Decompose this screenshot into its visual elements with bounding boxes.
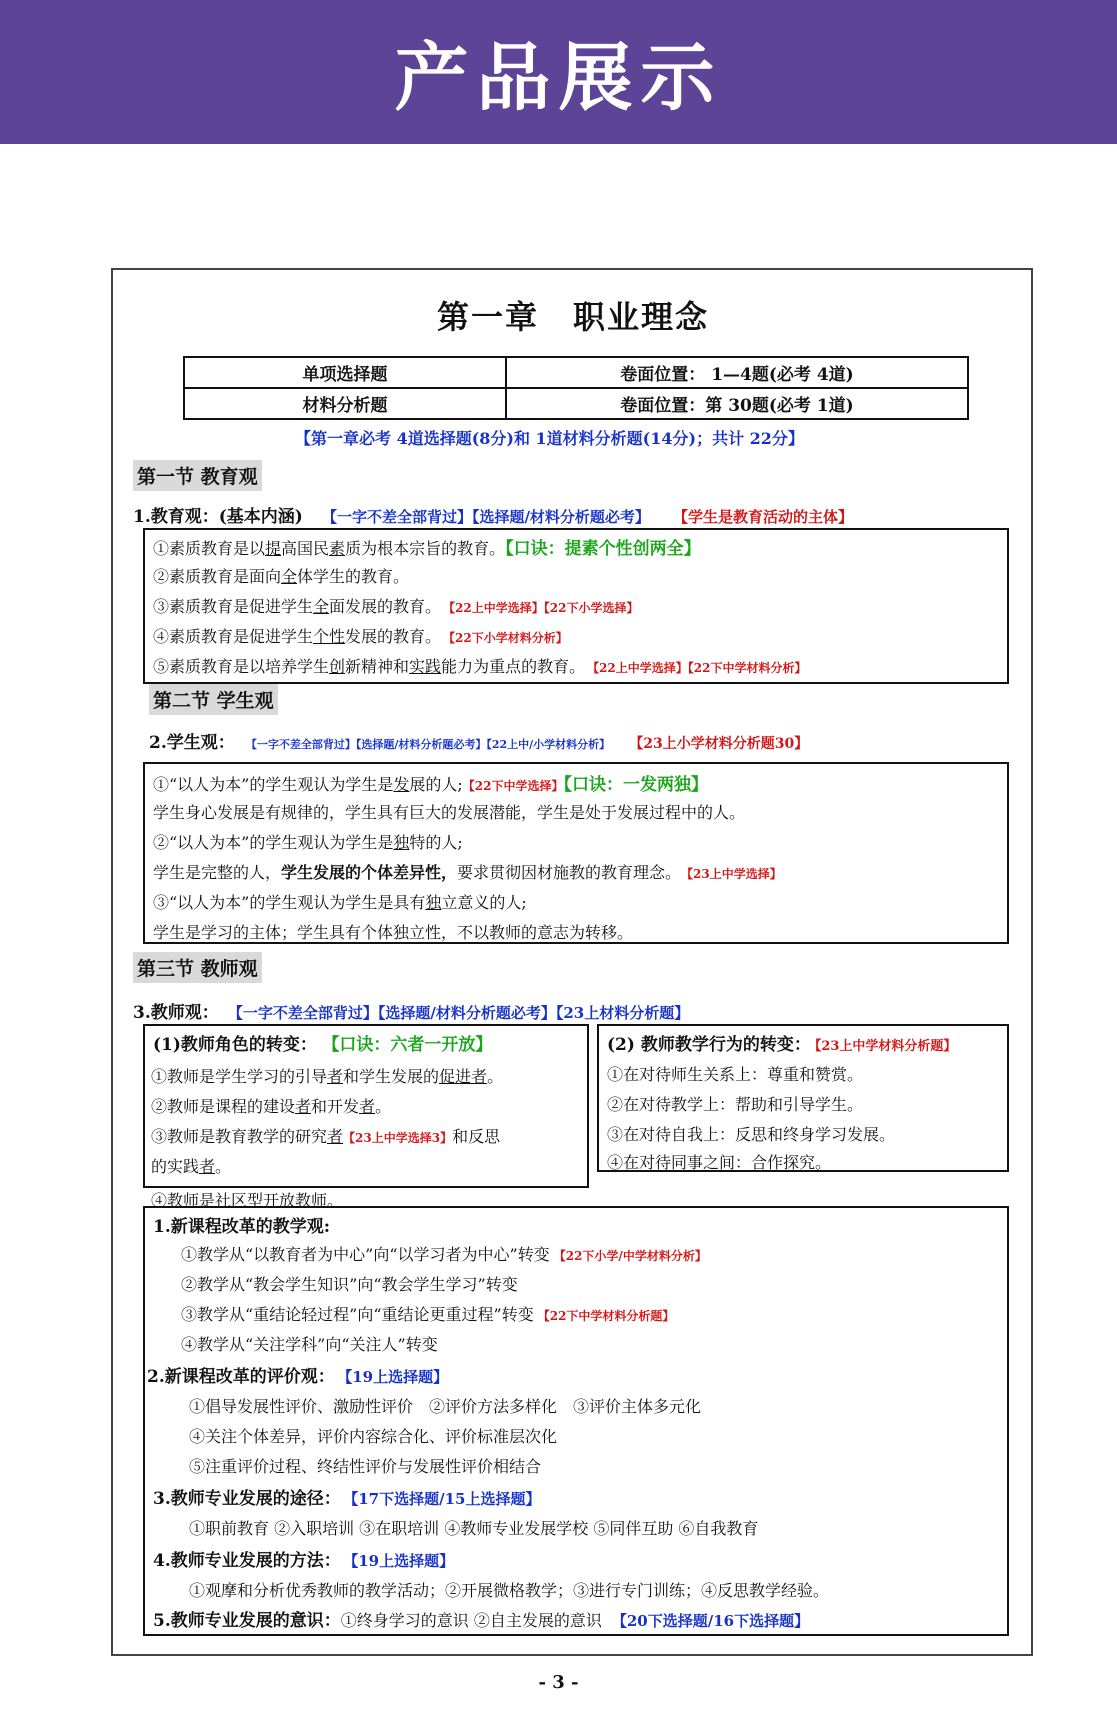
list-item: ④素质教育是促进学生个性发展的教育。 【22下小学材料分析】 [153, 627, 568, 646]
exam-tag: 【22下小学/中学材料分析】 [553, 1249, 707, 1263]
subheading: 5.教师专业发展的意识： [153, 1611, 341, 1631]
list-item: ③教学从“重结论轻过程”向“重结论更重过程”转变 【22下中学材料分析题】 [181, 1305, 675, 1324]
document-page [111, 268, 1033, 1656]
section-title: 第三节 教师观 [133, 952, 262, 983]
list-item: ①“以人为本”的学生观认为学生是发展的人;【22下中学选择】【口诀：一发两独】 [153, 775, 708, 795]
subheading: 3.教师专业发展的途径： [153, 1489, 341, 1509]
section-heading: 1.教育观：(基本内涵) [133, 507, 303, 527]
banner-title: 产品展示 [394, 35, 723, 121]
list-item: ①倡导发展性评价、激励性评价 ②评价方法多样化 ③评价主体多元化 [189, 1397, 702, 1416]
list-item: ④教师是社区型开放教师。 [151, 1191, 344, 1210]
list-item: ①教师是学生学习的引导者和学生发展的促进者。 [151, 1067, 504, 1086]
mnemonic-tag: 【口诀：一发两独】 [563, 775, 708, 795]
box-title: (2) 教师教学行为的转变： [607, 1035, 811, 1055]
section-title: 第二节 学生观 [149, 684, 278, 715]
list-item: ①素质教育是以提高国民素质为根本宗旨的教育。【口诀：提素个性创两全】 [153, 539, 701, 559]
tag-red: 【23上小学材料分析题30】 [629, 736, 809, 752]
list-item: ⑤注重评价过程、终结性评价与发展性评价相结合 [189, 1457, 542, 1476]
list-item: ②教师是课程的建设者和开发者。 [151, 1097, 392, 1116]
exam-tag: 【17下选择题/15上选择题】 [350, 1490, 541, 1508]
exam-tag: 【23上中学选择3】 [343, 1131, 453, 1145]
exam-tag: 【22下小学材料分析】 [449, 631, 568, 645]
mnemonic-tag: 【口诀：六者一开放】 [330, 1035, 493, 1055]
subheading: 4.教师专业发展的方法： [153, 1551, 341, 1571]
list-item: ④教学从“关注学科”向“关注人”转变 [181, 1335, 438, 1354]
tag-red: 【学生是教育活动的主体】 [673, 508, 854, 526]
list-item: ①在对待师生关系上：尊重和赞赏。 [607, 1065, 864, 1084]
chapter-title: 第一章 职业理念 [436, 298, 709, 336]
exam-tag: 【22下中学材料分析题】 [537, 1309, 675, 1323]
exam-tag: 【22上中学选择】【22下中学材料分析】 [593, 661, 807, 675]
table-cell: 单项选择题 [184, 357, 506, 388]
list-item: ③在对待自我上：反思和终身学习发展。 [607, 1125, 896, 1144]
tag-blue: 【一字不差全部背过】【选择题/材料分析题必考】【22上中/小学材料分析】 [245, 738, 611, 751]
list-item: ③“以人为本”的学生观认为学生是具有独立意义的人; [153, 893, 527, 912]
exam-tag: 【20下选择题/16下选择题】 [611, 1612, 810, 1630]
table-cell: 材料分析题 [184, 388, 506, 419]
box-title: (1)教师角色的转变： [153, 1035, 317, 1055]
table-row [184, 388, 968, 419]
subheading: 1.新课程改革的教学观: [153, 1217, 331, 1237]
list-item: ①观摩和分析优秀教师的教学活动；②开展微格教学；③进行专门训练；④反思教学经验。 [189, 1581, 830, 1600]
list-item: ③教师是教育教学的研究者【23上中学选择3】和反思 [151, 1127, 501, 1146]
list-item: ②教学从“教会学生知识”向“教会学生学习”转变 [181, 1275, 518, 1294]
list-item: ⑤素质教育是以培养学生创新精神和实践能力为重点的教育。 【22上中学选择】【22下中学材料分析】 [153, 657, 807, 676]
list-item: 学生身心发展是有规律的，学生具有巨大的发展潜能，学生是处于发展过程中的人。 [153, 803, 746, 822]
section-heading: 2.学生观： [149, 733, 235, 753]
top-banner [0, 0, 1117, 144]
chapter-summary: 【第一章必考 4道选择题(8分)和 1道材料分析题(14分)；共计 22分】 [295, 429, 804, 448]
list-item: 学生是完整的人，学生发展的个体差异性，要求贯彻因材施教的教育理念。 【23上中学选择】 [153, 863, 782, 882]
list-item: ④在对待同事之间：合作探究。 [607, 1153, 832, 1172]
subheading: 2.新课程改革的评价观： [147, 1367, 335, 1387]
list-item: ②在对待教学上：帮助和引导学生。 [607, 1095, 864, 1114]
exam-tag: 【19上选择题】 [350, 1552, 455, 1570]
exam-tag: 【22下中学选择】 [462, 779, 564, 793]
list-item: 学生是学习的主体；学生具有个体独立性，不以教师的意志为转移。 [153, 923, 634, 942]
content-box [143, 1206, 1009, 1636]
teacher-role-box [143, 1024, 589, 1188]
list-item: 的实践者。 [151, 1157, 232, 1176]
list-item: ①终身学习的意识 ②自主发展的意识 [340, 1611, 602, 1630]
section-heading-line [133, 998, 689, 1023]
tag-blue: 【一字不差全部背过】【选择题/材料分析题必考】【23上材料分析题】 [227, 1004, 690, 1022]
section-title: 第一节 教育观 [133, 460, 262, 491]
question-type-table [183, 356, 969, 420]
list-item: ①教学从“以教育者为中心”向“以学习者为中心”转变 【22下小学/中学材料分析】 [181, 1245, 707, 1264]
list-item: ①职前教育 ②入职培训 ③在职培训 ④教师专业发展学校 ⑤同伴互助 ⑥自我教育 [189, 1519, 759, 1538]
content-box [143, 528, 1009, 684]
list-item: ③素质教育是促进学生全面发展的教育。 【22上中学选择】【22下小学选择】 [153, 597, 639, 616]
section-heading-line [149, 728, 808, 753]
exam-tag: 【23上中学选择】 [687, 867, 782, 881]
table-cell: 卷面位置：第 30题(必考 1道) [506, 388, 968, 419]
exam-tag: 【19上选择题】 [344, 1368, 449, 1386]
list-item: ②“以人为本”的学生观认为学生是独特的人; [153, 833, 463, 852]
page-number: - 3 - [538, 1672, 579, 1693]
exam-tag: 【22上中学选择】【22下小学选择】 [449, 601, 639, 615]
teaching-behavior-box [597, 1024, 1009, 1172]
section-heading-line [133, 502, 853, 527]
content-box [143, 762, 1009, 944]
table-cell: 卷面位置： 1—4题(必考 4道) [506, 357, 968, 388]
section-heading: 3.教师观： [133, 1003, 219, 1023]
tag-blue: 【一字不差全部背过】【选择题/材料分析题必考】 [321, 508, 650, 526]
mnemonic-tag: 【口诀：提素个性创两全】 [505, 539, 701, 559]
list-item: ②素质教育是面向全体学生的教育。 [153, 567, 410, 586]
list-item: ④关注个体差异，评价内容综合化、评价标准层次化 [189, 1427, 558, 1446]
table-row [184, 357, 968, 388]
exam-tag: 【23上中学材料分析题】 [814, 1039, 957, 1054]
